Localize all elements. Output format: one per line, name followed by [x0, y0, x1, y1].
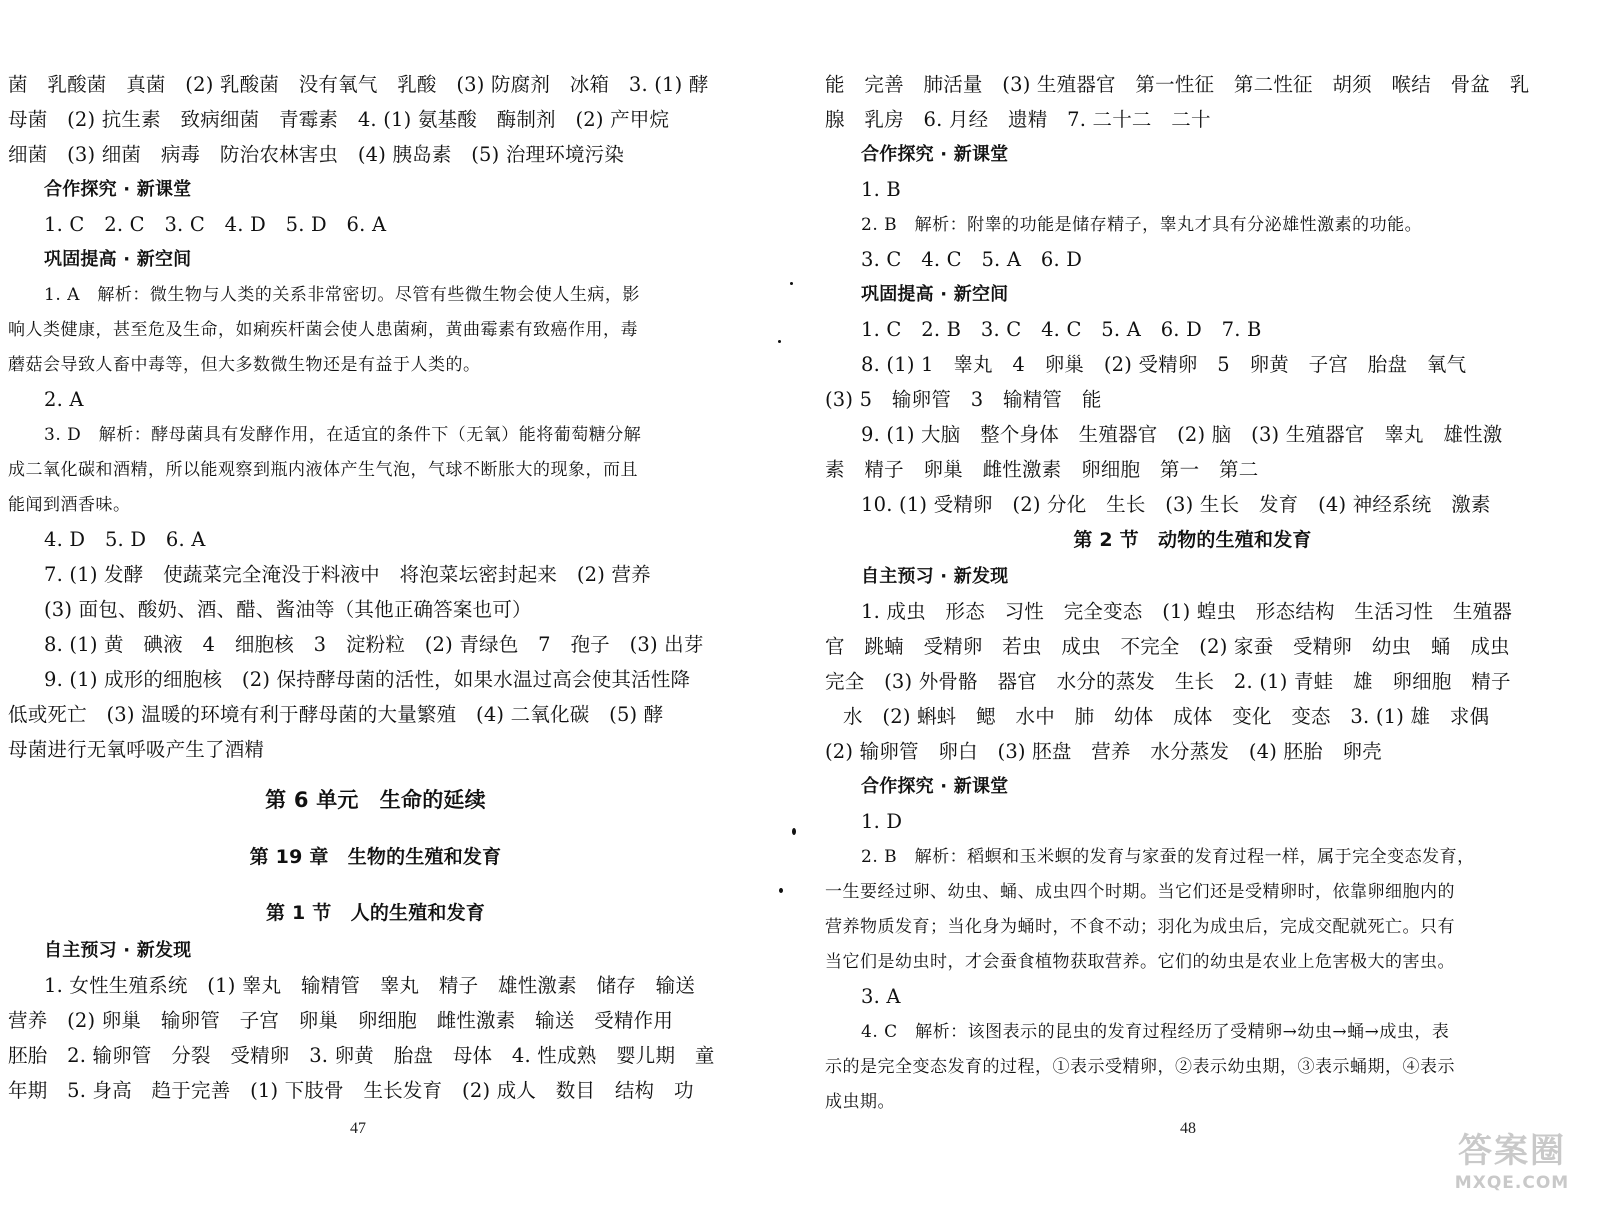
- text-line: 响人类健康，甚至危及生命，如痢疾杆菌会使人患菌痢，黄曲霉素有致癌作用，毒: [8, 320, 638, 340]
- text-line: 素 精子 卵巢 雌性激素 卵细胞 第一 第二: [825, 458, 1259, 481]
- text-line: 母菌 (2) 抗生素 致病细菌 青霉素 4. (1) 氨基酸 酶制剂 (2) 产甲烷: [8, 108, 670, 131]
- text-line: 1. C 2. B 3. C 4. C 5. A 6. D 7. B: [861, 318, 1262, 341]
- section-heading: 巩固提高 · 新空间: [861, 284, 1009, 305]
- text-line: 能 完善 肺活量 (3) 生殖器官 第一性征 第二性征 胡须 喉结 骨盆 乳: [825, 73, 1530, 96]
- text-line: 腺 乳房 6. 月经 遗精 7. 二十二 二十: [825, 108, 1211, 131]
- watermark-logo: [1432, 1130, 1592, 1200]
- page-number: 48: [1180, 1120, 1196, 1137]
- text-line: 水 (2) 蝌蚪 鳃 水中 肺 幼体 成体 变化 变态 3. (1) 雄 求偶: [843, 705, 1490, 728]
- text-line: 8. (1) 黄 碘液 4 细胞核 3 淀粉粒 (2) 青绿色 7 孢子 (3) 出芽: [44, 633, 704, 656]
- text-line: (2) 输卵管 卵白 (3) 胚盘 营养 水分蒸发 (4) 胚胎 卵壳: [825, 740, 1382, 763]
- text-line: 一生要经过卵、幼虫、蛹、成虫四个时期。当它们还是受精卵时，依靠卵细胞内的: [825, 882, 1455, 902]
- text-line: 完全 (3) 外骨骼 器官 水分的蒸发 生长 2. (1) 青蛙 雄 卵细胞 精子: [825, 670, 1511, 693]
- text-line: 母菌进行无氧呼吸产生了酒精: [8, 738, 265, 761]
- section-heading: 合作探究 · 新课堂: [861, 776, 1009, 797]
- watermark-url: MXQE.COM: [1454, 1173, 1570, 1193]
- text-line: 蘑菇会导致人畜中毒等，但大多数微生物还是有益于人类的。: [8, 355, 481, 375]
- unit-title: 第 6 单元 生命的延续: [265, 788, 486, 812]
- text-line: 示的是完全变态发育的过程，①表示受精卵，②表示幼虫期，③表示蛹期，④表示: [825, 1057, 1455, 1077]
- text-line: 8. (1) 1 睾丸 4 卵巢 (2) 受精卵 5 卵黄 子宫 胎盘 氧气: [861, 353, 1467, 376]
- text-line: 4. D 5. D 6. A: [44, 528, 206, 551]
- text-line: 官 跳蝻 受精卵 若虫 成虫 不完全 (2) 家蚕 受精卵 幼虫 蛹 成虫: [825, 635, 1510, 658]
- text-line: 胚胎 2. 输卵管 分裂 受精卵 3. 卵黄 胎盘 母体 4. 性成熟 婴儿期 童: [8, 1044, 715, 1067]
- text-line: 1. C 2. C 3. C 4. D 5. D 6. A: [44, 213, 387, 236]
- scan-mark: [790, 282, 793, 285]
- text-line: 2. B 解析：附睾的功能是储存精子，睾丸才具有分泌雄性激素的功能。: [861, 215, 1423, 235]
- text-line: 2. B 解析：稻螟和玉米螟的发育与家蚕的发育过程一样，属于完全变态发育，: [861, 847, 1475, 867]
- text-line: 2. A: [44, 388, 84, 411]
- section-heading: 自主预习 · 新发现: [861, 566, 1009, 587]
- text-line: 10. (1) 受精卵 (2) 分化 生长 (3) 生长 发育 (4) 神经系统 激素: [861, 493, 1491, 516]
- section-heading: 合作探究 · 新课堂: [44, 179, 192, 200]
- text-line: 1. 成虫 形态 习性 完全变态 (1) 蝗虫 形态结构 生活习性 生殖器: [861, 600, 1513, 623]
- text-line: (3) 面包、酸奶、酒、醋、酱油等（其他正确答案也可）: [44, 598, 532, 621]
- text-line: 3. A: [861, 985, 901, 1008]
- text-line: 成二氧化碳和酒精，所以能观察到瓶内液体产生气泡，气球不断胀大的现象，而且: [8, 460, 638, 480]
- section-title: 第 2 节 动物的生殖和发育: [1073, 529, 1312, 551]
- text-line: 1. B: [861, 178, 901, 201]
- text-line: 当它们是幼虫时，才会蚕食植物获取营养。它们的幼虫是农业上危害极大的害虫。: [825, 952, 1455, 972]
- text-line: 菌 乳酸菌 真菌 (2) 乳酸菌 没有氧气 乳酸 (3) 防腐剂 冰箱 3. (1) 酵: [8, 73, 709, 96]
- left-page: [8, 68, 743, 1188]
- section-heading: 合作探究 · 新课堂: [861, 144, 1009, 165]
- text-line: 1. D: [861, 810, 903, 833]
- text-line: 1. A 解析：微生物与人类的关系非常密切。尽管有些微生物会使人生病，影: [44, 285, 640, 305]
- text-line: 1. 女性生殖系统 (1) 睾丸 输精管 睾丸 精子 雄性激素 储存 输送: [44, 974, 696, 997]
- text-line: 营养物质发育；当化身为蛹时，不食不动；羽化为成虫后，完成交配就死亡。只有: [825, 917, 1455, 937]
- scan-mark: [779, 888, 783, 893]
- section-heading: 巩固提高 · 新空间: [44, 249, 192, 270]
- right-page: [825, 68, 1560, 1188]
- text-line: 能闻到酒香味。: [8, 495, 131, 515]
- text-line: 低或死亡 (3) 温暖的环境有利于酵母菌的大量繁殖 (4) 二氧化碳 (5) 酵: [8, 703, 664, 726]
- text-line: 营养 (2) 卵巢 输卵管 子宫 卵巢 卵细胞 雌性激素 输送 受精作用: [8, 1009, 674, 1032]
- scan-mark: [792, 828, 796, 835]
- text-line: 3. D 解析：酵母菌具有发酵作用，在适宜的条件下（无氧）能将葡萄糖分解: [44, 425, 642, 445]
- text-line: 成虫期。: [825, 1092, 895, 1112]
- chapter-title: 第 19 章 生物的生殖和发育: [249, 846, 502, 868]
- text-line: 4. C 解析：该图表示的昆虫的发育过程经历了受精卵→幼虫→蛹→成虫，表: [861, 1022, 1450, 1042]
- watermark-logo-text: 答案圈: [1458, 1131, 1566, 1171]
- section-title: 第 1 节 人的生殖和发育: [265, 902, 486, 924]
- page-number: 47: [350, 1120, 366, 1137]
- text-line: 7. (1) 发酵 使蔬菜完全淹没于料液中 将泡菜坛密封起来 (2) 营养: [44, 563, 651, 586]
- text-line: 9. (1) 成形的细胞核 (2) 保持酵母菌的活性，如果水温过高会使其活性降: [44, 668, 691, 691]
- scan-mark: [778, 340, 781, 343]
- text-line: 3. C 4. C 5. A 6. D: [861, 248, 1083, 271]
- text-line: 年期 5. 身高 趋于完善 (1) 下肢骨 生长发育 (2) 成人 数目 结构 功: [8, 1079, 694, 1102]
- text-line: (3) 5 输卵管 3 输精管 能: [825, 388, 1102, 411]
- text-line: 9. (1) 大脑 整个身体 生殖器官 (2) 脑 (3) 生殖器官 睾丸 雄性激: [861, 423, 1503, 446]
- text-line: 细菌 (3) 细菌 病毒 防治农林害虫 (4) 胰岛素 (5) 治理环境污染: [8, 143, 625, 166]
- section-heading: 自主预习 · 新发现: [44, 940, 192, 961]
